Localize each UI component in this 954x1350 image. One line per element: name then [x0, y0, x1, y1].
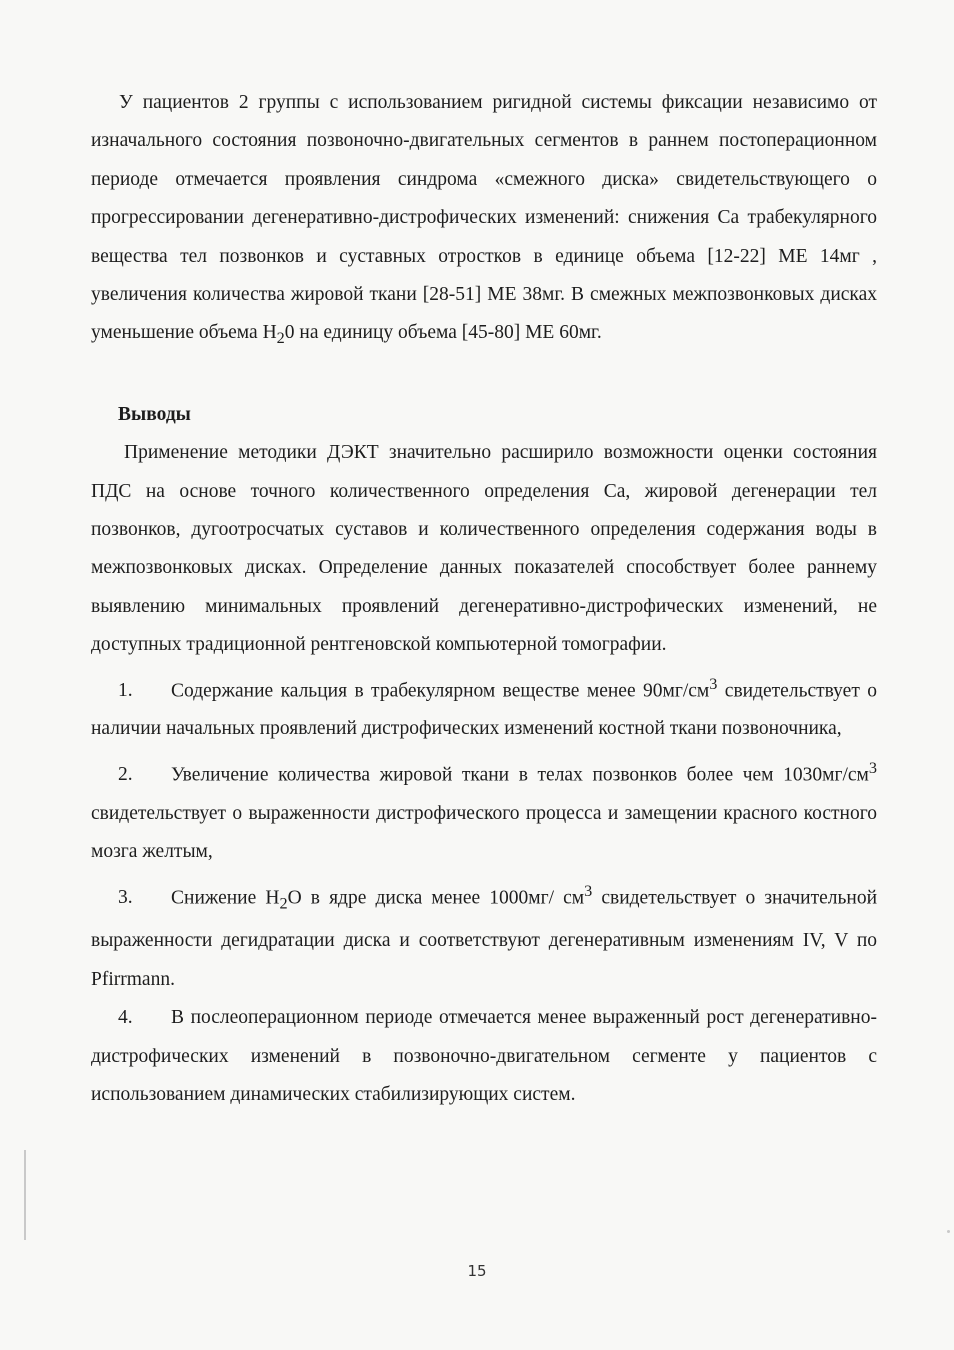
- page-number: 15: [467, 1262, 487, 1280]
- list-item: 3. Снижение $H_2O$ в ядре диска менее 1000мг/ $см^3$ свидетельствует о значительной выраженности дегидратации диска и соответствуют дегенеративным изменениям IV, V по Pfirrmann.: [91, 881, 878, 990]
- intro-paragraph: У пациентов 2 группы с использованием ригидной системы фиксации независимо от изначального состояния позвоночно-двигательных сегментов в раннем постоперационном периоде отмечается проявления синдрома «смежного диска» свидетельствующего о прогрессировании дегенеративно-дистрофических изменений: снижения Ca трабекулярного вещества тел позвонков и суставных отростков в единице объема [12-22] ME 14мг , увеличения количества жировой ткани [28-51] ME 38мг. В смежных межпозвонковых дисках уменьшение объема $H_20$ на единицу объема [45-80] ME 60мг.: [91, 92, 877, 348]
- conclusion-paragraph: Применение методики ДЭКТ значительно расширило возможности оценки состояния ПДС на основе точного количественного определения Ca, жировой дегенерации тел позвонков, дугоотросчатых суставов и количественного определения содержания воды в межпозвонковых дисках. Определение данных показателей способствует более раннему выявлению минимальных проявлений дегенеративно-дистрофических изменений, не доступных традиционной рентгеновской компьютерной томографии.: [91, 442, 877, 656]
- document-body: [91, 84, 877, 1114]
- list-item: 2. Увеличение количества жировой ткани в телах позвонков более чем $1030мг/см^3$ свидетельствует о выраженности дистрофического процесса и замещении красного костного мозга желтым,: [91, 758, 877, 863]
- scan-artifact-left: [24, 1150, 26, 1240]
- section-heading: Выводы: [118, 403, 191, 425]
- list-item: 1. Содержание кальция в трабекулярном веществе менее $90мг/см^3$ свидетельствует о наличии начальных проявлений дистрофических изменений костной ткани позвоночника,: [91, 674, 878, 740]
- list-item: 4. В послеоперационном периоде отмечается менее выраженный рост дегенеративно-дистрофических изменений в позвоночно-двигательном сегменте у пациентов с использованием динамических стабилизирующих систем.: [91, 1007, 877, 1106]
- scan-artifact-right: [947, 1230, 950, 1233]
